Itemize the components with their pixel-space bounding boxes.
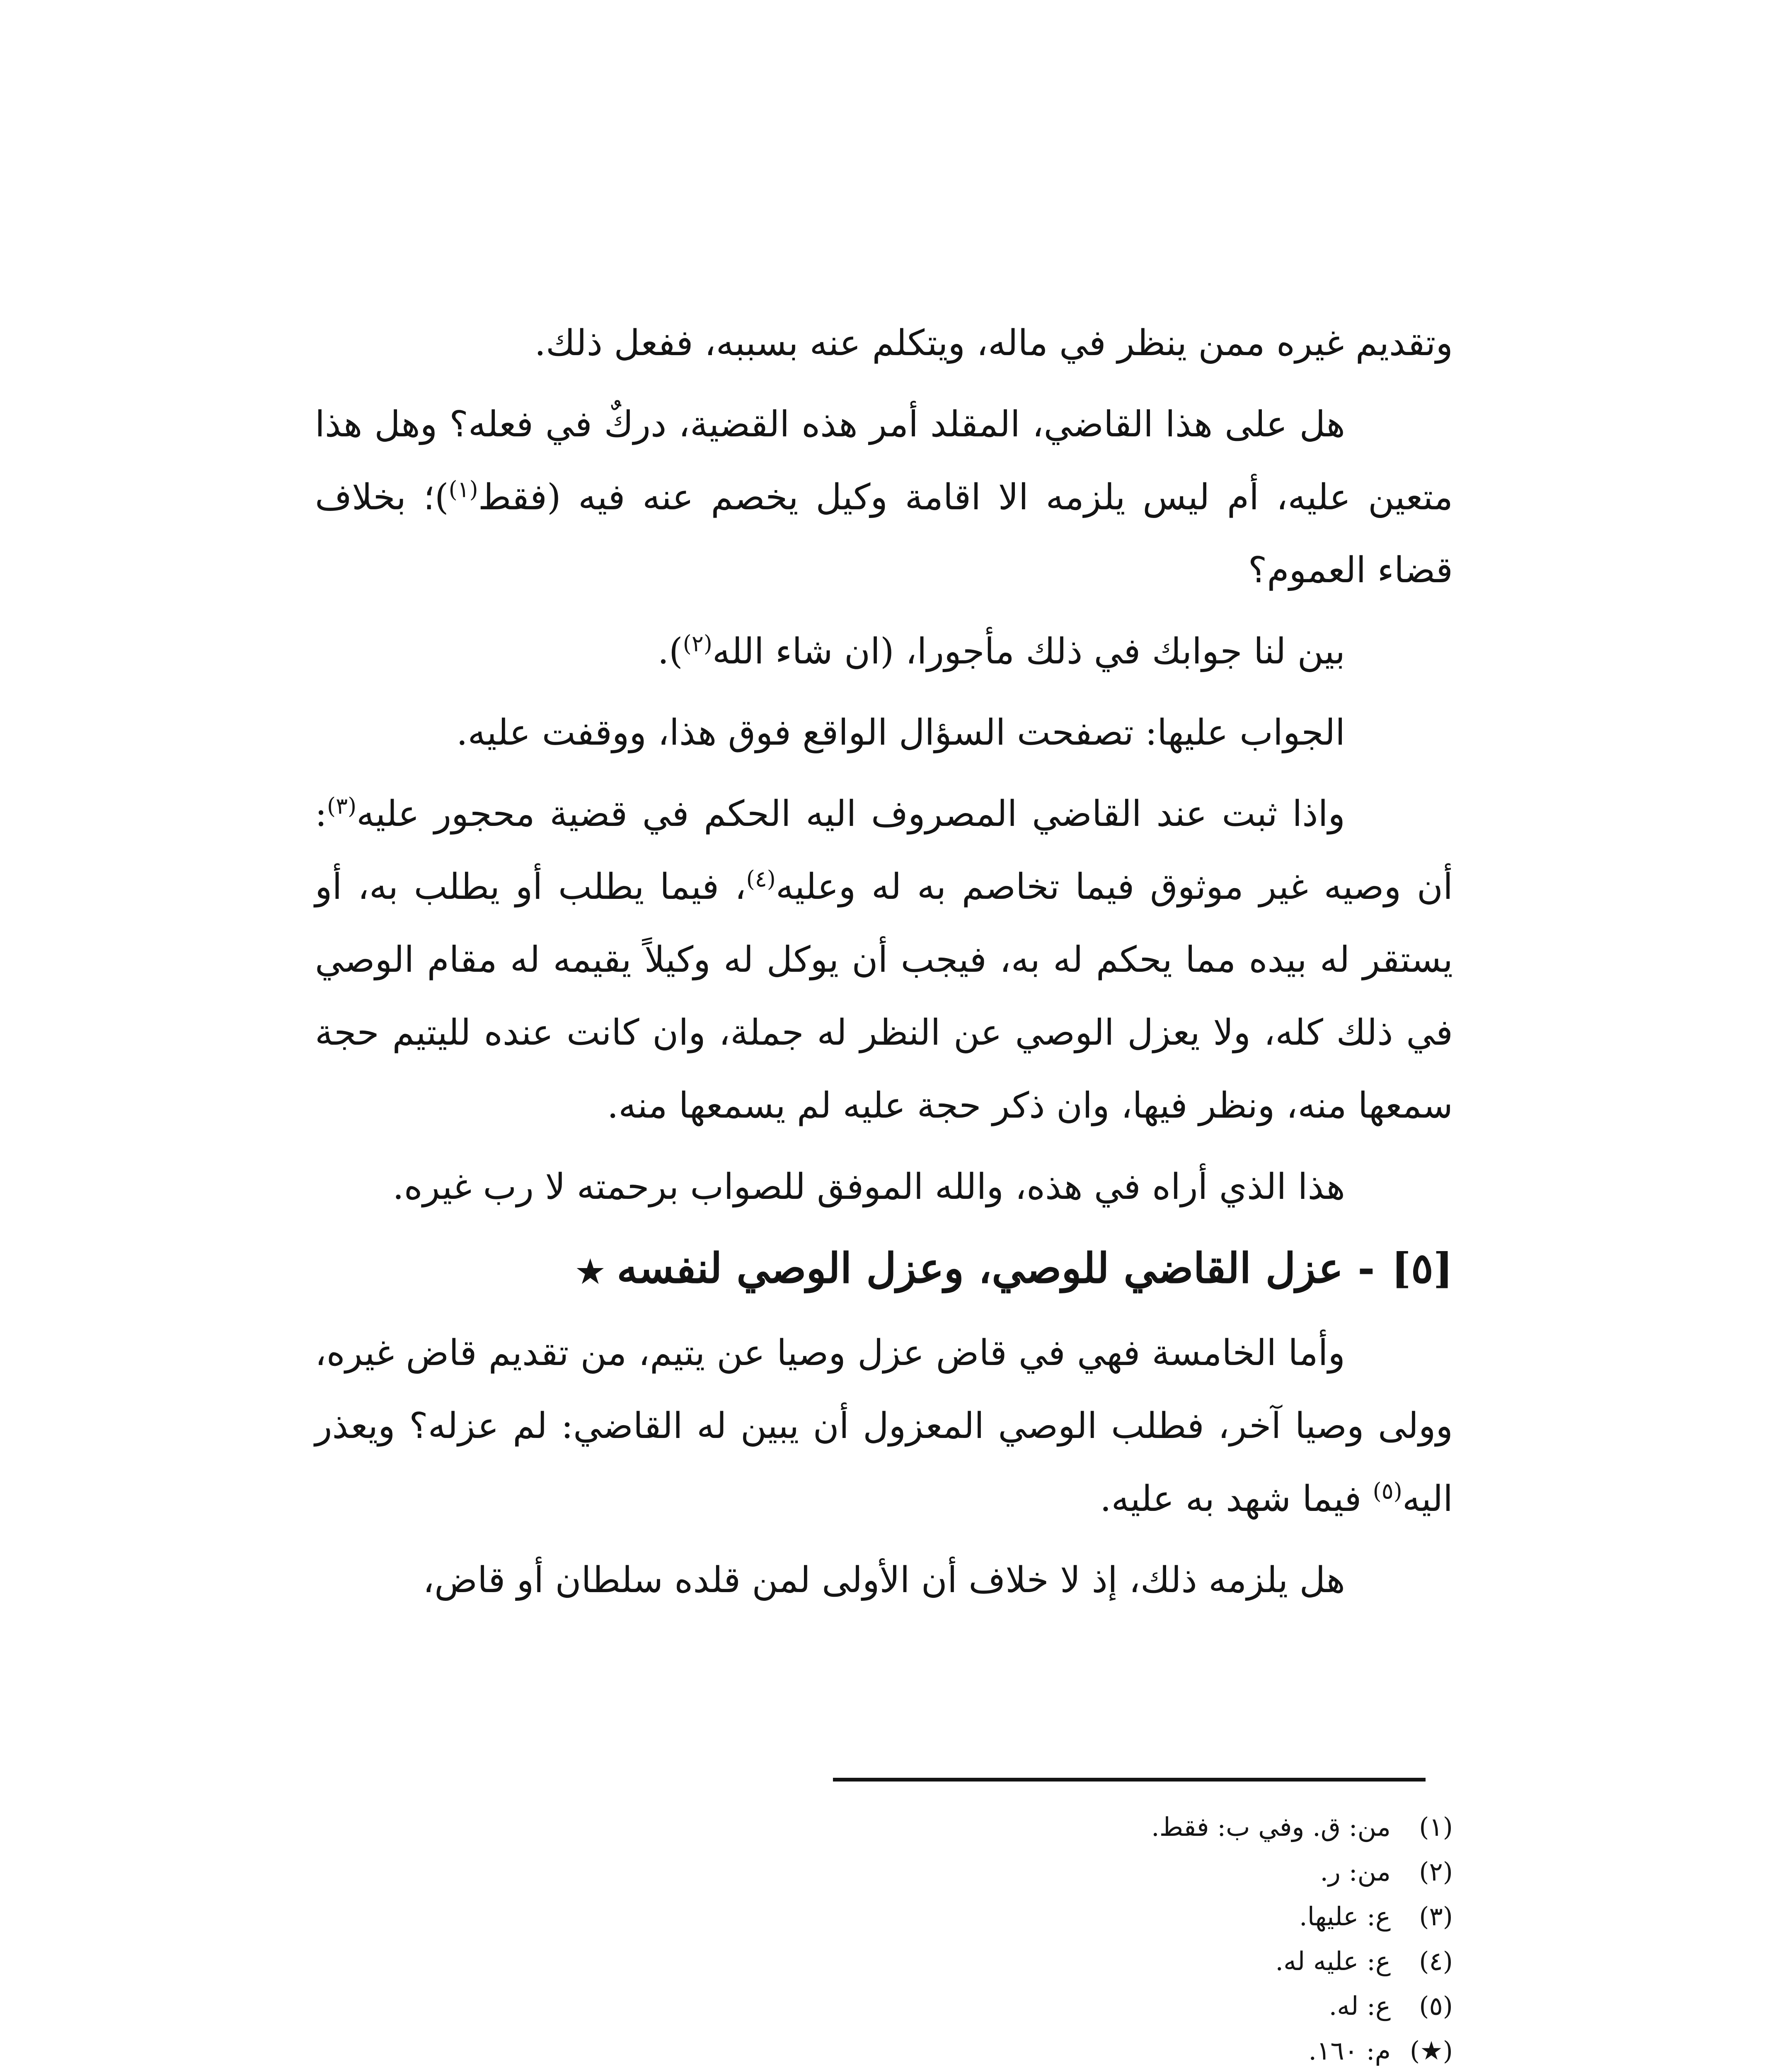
footnote-mark: (٤) xyxy=(1419,1946,1453,1976)
footnote-ref-5: (٥) xyxy=(1373,1478,1402,1504)
paragraph-3-tail: ). xyxy=(657,631,683,672)
footnote-mark: (١) xyxy=(1419,1812,1453,1842)
footnote-mark: (٢) xyxy=(1419,1857,1453,1887)
footnote-item xyxy=(790,2028,1453,2072)
footnote-mark: (٣) xyxy=(1419,1901,1453,1932)
footnote-text: ع: عليها. xyxy=(1299,1901,1391,1932)
footnote-ref-2: (٢) xyxy=(683,630,712,657)
paragraph-2-text: هل على هذا القاضي، المقلد أمر هذه القضية، دركٌ في فعله؟ وهل هذا متعين عليه، أم ليس يلزمه الا اقامة وكيل يخصم عنه فيه (فقط xyxy=(315,404,1453,518)
paragraph-3 xyxy=(315,615,1453,688)
paragraph-5-part-c: ، فيما يطلب أو يطلب به، أو يستقر له بيده مما يحكم له به، فيجب أن يوكل له وكيلاً يقيمه له مقام الوصي في ذلك كله، ولا يعزل الوصي عن النظر له جملة، وان كانت عنده لليتيم حجة سمعها منه، ونظر فيها، وان ذكر حجة عليه لم يسمعها منه. xyxy=(315,866,1453,1126)
paragraph-1: وتقديم غيره ممن ينظر في ماله، ويتكلم عنه بسببه، ففعل ذلك. xyxy=(534,322,1453,364)
footnote-item xyxy=(790,1849,1453,1894)
footnote-text: من: ق. وفي ب: فقط. xyxy=(1151,1812,1391,1842)
footnote-ref-4: (٤) xyxy=(746,866,776,892)
paragraph-3-text: بين لنا جوابك في ذلك مأجورا، (ان شاء الله xyxy=(712,631,1345,672)
footnote-text: من: ر. xyxy=(1320,1857,1391,1887)
paragraph-2 xyxy=(315,388,1453,607)
main-text xyxy=(315,307,1453,1625)
footnotes xyxy=(790,1805,1453,2072)
section-number: [٥] xyxy=(1391,1244,1453,1293)
paragraph-5-part-a: واذا ثبت عند القاضي المصروف اليه الحكم في قضية محجور عليه xyxy=(356,793,1345,835)
footnote-text: ع: عليه له. xyxy=(1275,1946,1391,1976)
paragraph-5 xyxy=(315,777,1453,1142)
footnote-text: م: ١٦٠. xyxy=(1308,2036,1391,2066)
footnote-text: ع: له. xyxy=(1329,1991,1391,2021)
paragraph-7-text: وأما الخامسة فهي في قاض عزل وصيا عن يتيم، من تقديم قاض غيره، وولى وصيا آخر، فطلب الوصي المعزول أن يبين له القاضي: لم عزله؟ ويعذر اليه xyxy=(315,1332,1453,1520)
footnote-mark: (★) xyxy=(1410,2036,1453,2066)
paragraph-4: الجواب عليها: تصفحت السؤال الواقع فوق هذا، ووقفت عليه. xyxy=(456,712,1345,753)
footnote-item xyxy=(790,1939,1453,1984)
footnote-ref-3: (٣) xyxy=(327,793,357,819)
star-icon: ★ xyxy=(576,1253,605,1290)
section-title: - عزل القاضي للوصي، وعزل الوصي لنفسه xyxy=(617,1244,1375,1293)
footnote-item xyxy=(790,1805,1453,1849)
footnote-mark: (٥) xyxy=(1419,1991,1453,2021)
paragraph-6: هذا الذي أراه في هذه، والله الموفق للصواب برحمته لا رب غيره. xyxy=(392,1166,1345,1208)
paragraph-2-tail: )؛ بخلاف قضاء العموم؟ xyxy=(315,477,1453,591)
paragraph-5-part-b: : أن وصيه غير موثوق فيما تخاصم به له وعليه xyxy=(315,793,1453,908)
paragraph-8: هل يلزمه ذلك، إذ لا خلاف أن الأولى لمن قلده سلطان أو قاض، xyxy=(423,1559,1345,1601)
section-heading xyxy=(315,1232,1453,1308)
footnote-item xyxy=(790,1894,1453,1939)
paragraph-7 xyxy=(315,1317,1453,1535)
paragraph-7-tail: فيما شهد به عليه. xyxy=(1100,1478,1373,1520)
footnote-divider xyxy=(833,1778,1426,1782)
footnote-ref-1: (١) xyxy=(448,476,478,503)
footnote-item xyxy=(790,1984,1453,2028)
